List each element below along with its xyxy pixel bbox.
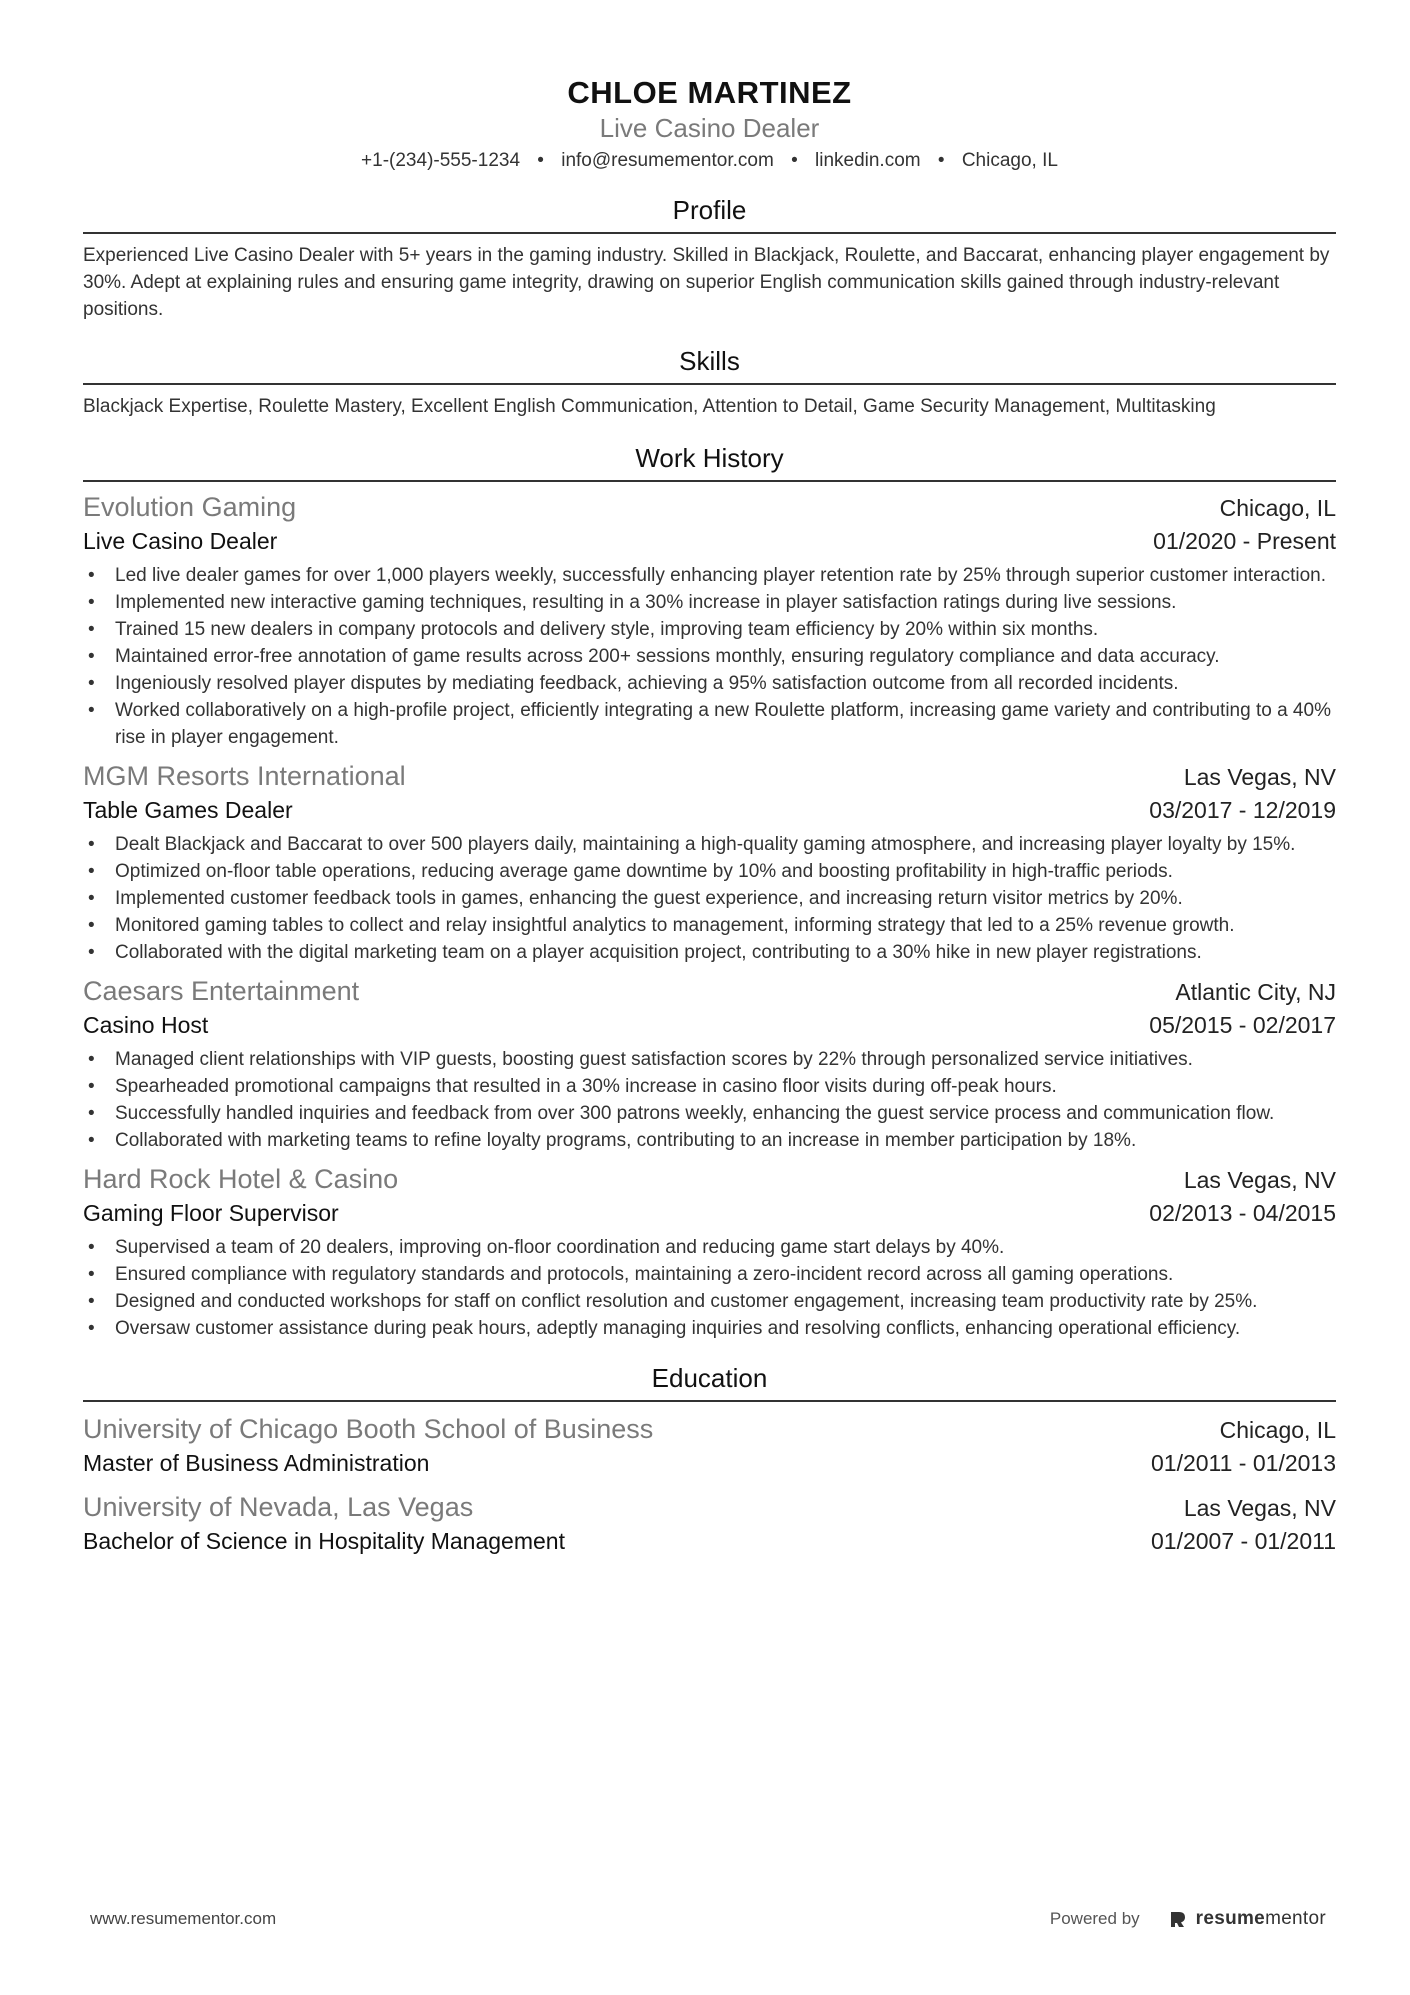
bullet-text: Oversaw customer assistance during peak hours, adeptly managing inquiries and resolving conflicts, enhancing operational efficiency. [115, 1318, 1241, 1339]
job-role-row [83, 793, 1336, 827]
job-bullet-item [83, 1100, 1336, 1127]
job-header-row [83, 490, 1336, 524]
bullet-marker: • [88, 888, 95, 909]
bullet-marker: • [88, 1291, 95, 1312]
job-bullet-item [83, 1261, 1336, 1288]
bullet-marker: • [88, 565, 95, 586]
bullet-text: Successfully handled inquiries and feedback from over 300 patrons weekly, enhancing the guest service process and communication flow. [115, 1103, 1275, 1124]
bullet-marker: • [88, 619, 95, 640]
profile-section [83, 194, 1336, 323]
job-bullet-item [83, 912, 1336, 939]
bullet-text: Managed client relationships with VIP guests, boosting guest satisfaction scores by 22% through personalized service initiatives. [115, 1049, 1193, 1070]
bullet-text: Collaborated with marketing teams to refine loyalty programs, contributing to an increase in member participation by 18%. [115, 1130, 1137, 1151]
job-header-row [83, 759, 1336, 793]
bullet-text: Collaborated with the digital marketing team on a player acquisition project, contributing to a 30% hike in new player registrations. [115, 942, 1202, 963]
job-entry [83, 490, 1336, 751]
bullet-text: Implemented new interactive gaming techniques, resulting in a 30% increase in player satisfaction ratings during live sessions. [115, 592, 1177, 613]
job-bullet-item [83, 1073, 1336, 1100]
bullet-marker: • [88, 861, 95, 882]
job-bullet-item [83, 1288, 1336, 1315]
candidate-title: Live Casino Dealer [599, 113, 820, 143]
job-bullet-list [83, 1046, 1336, 1154]
bullet-marker: • [88, 942, 95, 963]
powered-by-label: Powered by [1049, 1909, 1140, 1928]
job-role-row [83, 1196, 1336, 1230]
bullet-marker: • [88, 700, 95, 721]
education-entry [83, 1490, 1336, 1558]
job-location: Atlantic City, NJ [1175, 979, 1336, 1005]
contact-separator: • [537, 150, 544, 171]
page-footer [90, 1908, 1326, 1930]
section-heading-profile: Profile [83, 194, 1336, 234]
education-dates: 01/2011 - 01/2013 [1150, 1450, 1336, 1476]
education-dates: 01/2007 - 01/2011 [1150, 1528, 1336, 1554]
bullet-marker: • [88, 1130, 95, 1151]
job-bullet-item [83, 697, 1336, 751]
contact-location: Chicago, IL [961, 150, 1058, 171]
bullet-text: Ingeniously resolved player disputes by mediating feedback, achieving a 95% satisfaction outcome from all recorded incidents. [115, 673, 1179, 694]
bullet-text: Maintained error-free annotation of game results across 200+ sessions monthly, ensuring regulatory compliance and data accuracy. [115, 646, 1220, 667]
education-location: Las Vegas, NV [1183, 1495, 1336, 1521]
bullet-text: Designed and conducted workshops for staff on conflict resolution and customer engagement, increasing team productivity rate by 25%. [115, 1291, 1258, 1312]
job-bullet-item [83, 885, 1336, 912]
job-bullet-list [83, 831, 1336, 966]
bullet-text: Trained 15 new dealers in company protocols and delivery style, improving team efficiency by 20% within six months. [115, 619, 1099, 640]
logo-text-light: mentor [1265, 1908, 1326, 1929]
contact-separator: • [791, 150, 798, 171]
bullet-text: Dealt Blackjack and Baccarat to over 500 players daily, maintaining a high-quality gaming atmosphere, and increasing player loyalty by 15%. [115, 834, 1296, 855]
job-company: Caesars Entertainment [83, 976, 360, 1006]
job-location: Las Vegas, NV [1183, 764, 1336, 790]
logo-text-bold: resume [1195, 1908, 1266, 1929]
bullet-text: Led live dealer games for over 1,000 players weekly, successfully enhancing player retention rate by 25% through superior customer interaction. [115, 565, 1327, 586]
section-heading-work-history: Work History [83, 442, 1336, 482]
bullet-marker: • [88, 1318, 95, 1339]
job-location: Chicago, IL [1219, 495, 1336, 521]
bullet-marker: • [88, 1103, 95, 1124]
job-bullet-item [83, 589, 1336, 616]
education-entry [83, 1412, 1336, 1480]
education-header-row [83, 1412, 1336, 1446]
resume-page [83, 0, 1336, 1558]
job-bullet-item [83, 1234, 1336, 1261]
education-school: University of Nevada, Las Vegas [83, 1492, 474, 1522]
job-bullet-item [83, 1127, 1336, 1154]
contact-phone: +1-(234)-555-1234 [361, 150, 521, 171]
bullet-text: Supervised a team of 20 dealers, improving on-floor coordination and reducing game start delays by 40%. [115, 1237, 1005, 1258]
bullet-text: Worked collaboratively on a high-profile project, efficiently integrating a new Roulette platform, increasing game variety and contributing to a 40% rise in player engagement. [115, 700, 1331, 748]
education-location: Chicago, IL [1219, 1417, 1336, 1443]
education-section [83, 1362, 1336, 1558]
job-bullet-item [83, 616, 1336, 643]
contact-line [83, 148, 1336, 174]
bullet-text: Monitored gaming tables to collect and relay insightful analytics to management, informing strategy that led to a 25% revenue growth. [115, 915, 1235, 936]
bullet-marker: • [88, 1264, 95, 1285]
job-role-row [83, 1008, 1336, 1042]
bullet-text: Implemented customer feedback tools in games, enhancing the guest experience, and increasing return visitor metrics by 20%. [115, 888, 1183, 909]
resumementor-logo-icon [1170, 1910, 1186, 1928]
section-heading-skills: Skills [83, 345, 1336, 385]
bullet-text: Spearheaded promotional campaigns that resulted in a 30% increase in casino floor visits during off-peak hours. [115, 1076, 1057, 1097]
footer-brand [1050, 1908, 1326, 1930]
job-dates: 05/2015 - 02/2017 [1149, 1012, 1336, 1038]
education-degree-row [83, 1446, 1336, 1480]
job-entry [83, 759, 1336, 966]
bullet-marker: • [88, 1237, 95, 1258]
job-role: Live Casino Dealer [83, 528, 278, 554]
education-degree-row [83, 1524, 1336, 1558]
job-entry [83, 1162, 1336, 1342]
job-bullet-item [83, 562, 1336, 589]
job-entry [83, 974, 1336, 1154]
job-role: Table Games Dealer [83, 797, 293, 823]
work-history-section [83, 442, 1336, 1342]
bullet-text: Optimized on-floor table operations, reducing average game downtime by 10% and boosting profitability in high-traffic periods. [115, 861, 1173, 882]
bullet-marker: • [88, 834, 95, 855]
job-company: MGM Resorts International [83, 761, 406, 791]
job-bullet-item [83, 1315, 1336, 1342]
job-header-row [83, 1162, 1336, 1196]
job-bullet-item [83, 643, 1336, 670]
profile-summary: Experienced Live Casino Dealer with 5+ years in the gaming industry. Skilled in Blackjack, Roulette, and Baccarat, enhancing player engagement by 30%. Adept at explaining rules and ensuring game integrity, drawing on superior English communication skills gained through industry-relevant positions. [83, 245, 1330, 320]
job-bullet-item [83, 670, 1336, 697]
candidate-name: CHLOE MARTINEZ [567, 75, 852, 110]
bullet-marker: • [88, 646, 95, 667]
job-company: Evolution Gaming [83, 492, 297, 522]
section-heading-education: Education [83, 1362, 1336, 1402]
contact-email[interactable]: info@resumementor.com [561, 150, 774, 171]
footer-website[interactable]: www.resumementor.com [90, 1909, 277, 1928]
contact-separator: • [937, 150, 945, 171]
job-bullet-item [83, 1046, 1336, 1073]
job-bullet-item [83, 858, 1336, 885]
job-list [83, 490, 1336, 1342]
education-school: University of Chicago Booth School of Business [83, 1414, 654, 1444]
resume-header [83, 0, 1336, 174]
bullet-marker: • [88, 1076, 95, 1097]
bullet-marker: • [88, 592, 95, 613]
job-role: Gaming Floor Supervisor [83, 1200, 339, 1226]
bullet-marker: • [88, 673, 95, 694]
education-header-row [83, 1490, 1336, 1524]
job-company: Hard Rock Hotel & Casino [83, 1164, 399, 1194]
job-dates: 01/2020 - Present [1153, 528, 1336, 554]
job-dates: 03/2017 - 12/2019 [1149, 797, 1336, 823]
job-bullet-list [83, 562, 1336, 751]
skills-list: Blackjack Expertise, Roulette Mastery, Excellent English Communication, Attention to Detail, Game Security Management, Multitasking [83, 396, 1216, 417]
skills-section [83, 345, 1336, 420]
school-list [83, 1412, 1336, 1558]
bullet-marker: • [88, 915, 95, 936]
bullet-marker: • [88, 1049, 95, 1070]
job-role-row [83, 524, 1336, 558]
job-role: Casino Host [83, 1012, 209, 1038]
education-degree: Master of Business Administration [83, 1450, 430, 1476]
job-bullet-item [83, 831, 1336, 858]
education-degree: Bachelor of Science in Hospitality Management [83, 1528, 565, 1554]
job-bullet-list [83, 1234, 1336, 1342]
contact-linkedin[interactable]: linkedin.com [815, 150, 921, 171]
job-location: Las Vegas, NV [1183, 1167, 1336, 1193]
bullet-text: Ensured compliance with regulatory standards and protocols, maintaining a zero-incident record across all gaming operations. [115, 1264, 1174, 1285]
job-header-row [83, 974, 1336, 1008]
job-bullet-item [83, 939, 1336, 966]
resumementor-logo-text [1196, 1908, 1326, 1930]
job-dates: 02/2013 - 04/2015 [1149, 1200, 1336, 1226]
